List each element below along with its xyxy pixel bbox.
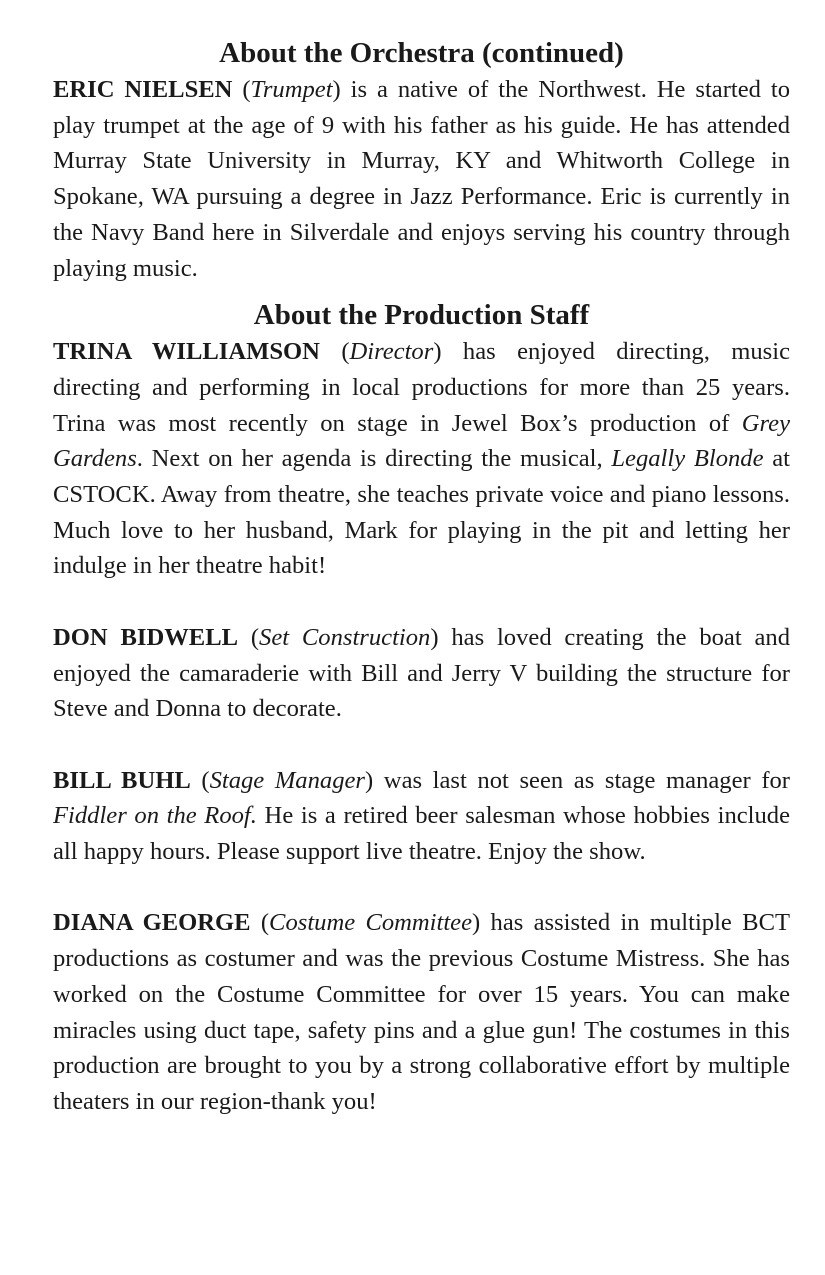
bio-text: was last not seen as stage manager for	[373, 766, 790, 794]
bio-text: at CSTOCK. Away from theatre, she teaches private voice and piano lessons. Much love to her husband, Mark for playing in the pit and letting her indulge in her theatre habit!	[53, 445, 790, 580]
bio-text: has enjoyed directing, music directing and performing in local productions for more than 25 years. Trina was most recently on stage in Jewel Box’s production of	[53, 338, 790, 437]
bio-trina-williamson: TRINA WILLIAMSON (Director) has enjoyed directing, music directing and performing in local productions for more than 25 years. Trina was most recently on stage in Jewel Box’s production of Grey Gardens. Next on her agenda is directing the musical, Legally Blonde at CSTOCK. Away from theatre, she teaches private voice and piano lessons. Much love to her husband, Mark for playing in the pit and letting her indulge in her theatre habit!	[53, 338, 790, 580]
bio-name: ERIC NIELSEN	[53, 76, 233, 103]
bio-role: Costume Committee	[269, 909, 472, 937]
bio-role: Trumpet	[250, 76, 333, 103]
show-title: Fiddler on the Roof.	[53, 802, 257, 830]
bio-name: DON BIDWELL	[53, 623, 239, 651]
bio-text: has assisted in multiple BCT productions as costumer and was the previous Costume Mistress. She has worked on the Costume Committee for over 15 years. You can make miracles using duct tape, safety pins and a glue gun! The costumes in this production are brought to you by a strong collaborative effort by multiple theaters in our region-thank you!	[53, 909, 790, 1115]
bio-name: DIANA GEORGE	[53, 909, 251, 937]
show-title: Legally Blonde	[611, 445, 764, 473]
program-page	[53, 30, 790, 1120]
bio-role: Set Construction	[259, 623, 431, 651]
orchestra-heading: About the Orchestra (continued)	[219, 37, 624, 69]
bio-role: Director	[349, 338, 434, 366]
bio-text: He is a retired beer salesman whose hobbies include all happy hours. Please support live theatre. Enjoy the show.	[53, 802, 791, 866]
bio-bill-buhl: BILL BUHL (Stage Manager) was last not seen as stage manager for Fiddler on the Roof. He is a retired beer salesman whose hobbies include all happy hours. Please support live theatre. Enjoy the show.	[53, 766, 791, 866]
bio-name: TRINA WILLIAMSON	[53, 338, 320, 366]
bio-text: is a native of the Northwest. He started to play trumpet at the age of 9 with his father as his guide. He has attended Murray State University in Murray, KY and Whitworth College in Spokane, WA pursuing a degree in Jazz Performance. Eric is currently in the Navy Band here in Silverdale and enjoys serving his country through playing music.	[53, 76, 790, 282]
staff-heading: About the Production Staff	[253, 299, 590, 332]
bio-don-bidwell: DON BIDWELL (Set Construction) has loved creating the boat and enjoyed the camaraderie with Bill and Jerry V building the structure for Steve and Donna to decorate.	[53, 623, 790, 723]
bio-role: Stage Manager	[209, 766, 365, 794]
bio-name: BILL BUHL	[53, 766, 191, 794]
show-title: Grey Gardens	[53, 409, 790, 473]
bio-text: . Next on her agenda is directing the musical,	[136, 445, 612, 473]
bio-text: has loved creating the boat and enjoyed the camaraderie with Bill and Jerry V building the structure for Steve and Donna to decorate.	[53, 623, 790, 723]
bio-diana-george: DIANA GEORGE (Costume Committee) has assisted in multiple BCT productions as costumer and was the previous Costume Mistress. She has worked on the Costume Committee for over 15 years. You can make miracles using duct tape, safety pins and a glue gun! The costumes in this production are brought to you by a strong collaborative effort by multiple theaters in our region-thank you!	[53, 909, 790, 1115]
bio-eric-nielsen: ERIC NIELSEN (Trumpet) is a native of the Northwest. He started to play trumpet at the age of 9 with his father as his guide. He has attended Murray State University in Murray, KY and Whitworth College in Spokane, WA pursuing a degree in Jazz Performance. Eric is currently in the Navy Band here in Silverdale and enjoys serving his country through playing music.	[53, 76, 790, 282]
